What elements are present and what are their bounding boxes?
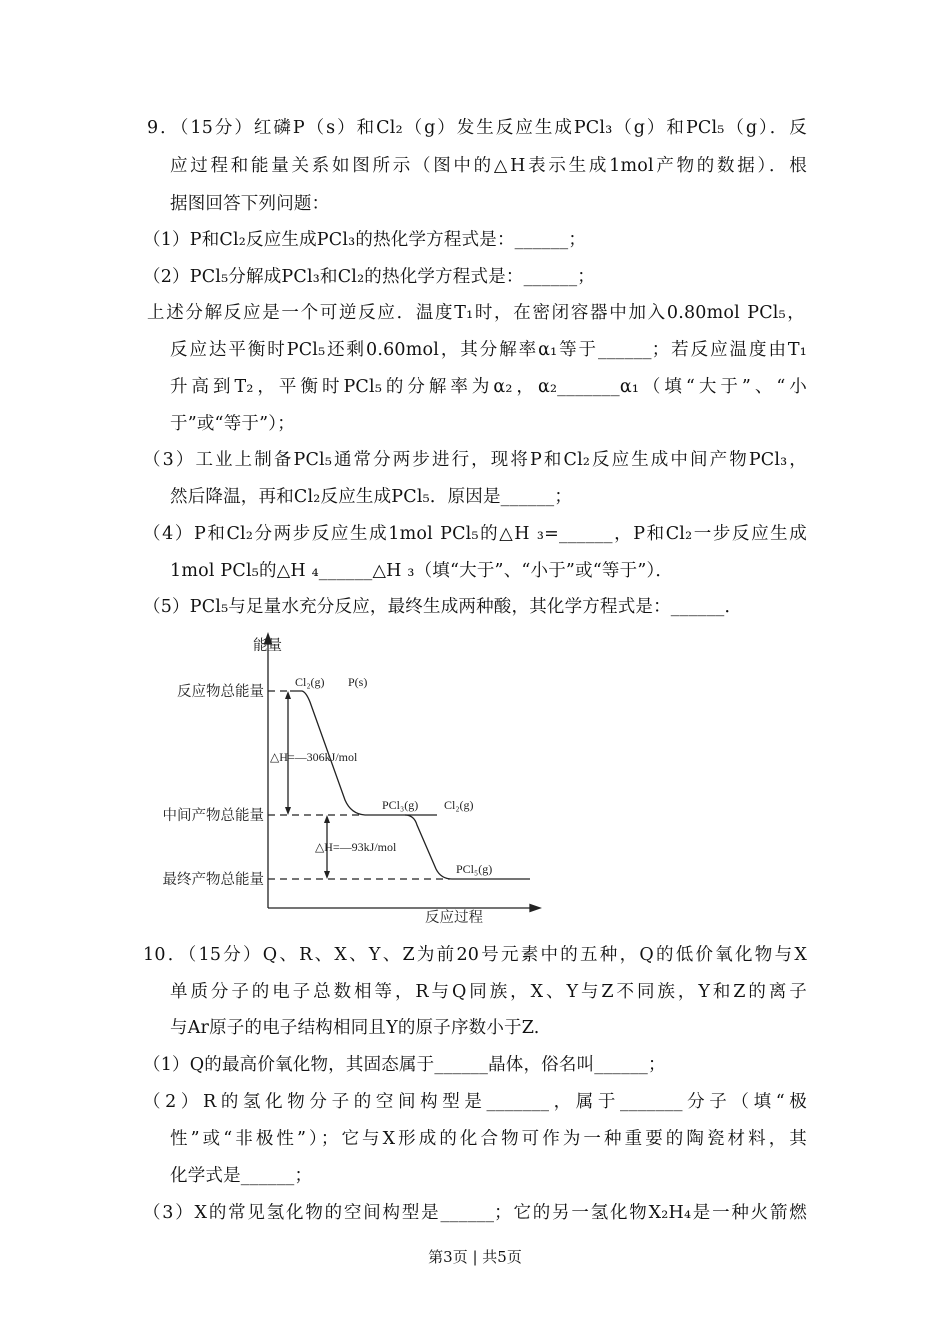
- q10-line: 与Ar原子的电子结构相同且Y的原子序数小于Z.: [170, 1018, 540, 1038]
- q9-part2: （2）PCl₅分解成PCl₃和Cl₂的热化学方程式是：______；: [143, 267, 595, 287]
- q9-line: 升高到T₂，平衡时PCl₅的分解率为α₂，α₂_______α₁（填“大于”、“小: [170, 377, 807, 397]
- dh1-label: △H=—306kJ/mol: [270, 750, 358, 764]
- intermediate-pcl3-label: PCl₃(g): [382, 798, 419, 812]
- q9-line: 应过程和能量关系如图所示（图中的△H表示生成1mol产物的数据）．根: [170, 156, 807, 176]
- q10-part2: （2）R的氢化物分子的空间构型是_______，属于_______分子（填“极: [143, 1092, 807, 1112]
- page-footer: 第3页 | 共5页: [428, 1248, 522, 1266]
- q9-part5: （5）PCl₅与足量水充分反应，最终生成两种酸，其化学方程式是：______．: [143, 597, 743, 617]
- dh2-label: △H=—93kJ/mol: [315, 840, 397, 854]
- y-axis-label: 能量: [253, 638, 282, 654]
- q9-line: 然后降温，再和Cl₂反应生成PCl₅．原因是______；: [170, 487, 573, 507]
- x-axis-label: 反应过程: [425, 910, 483, 926]
- x-axis-arrow: [530, 905, 540, 912]
- q9-line: 于”或“等于”）；: [170, 414, 295, 434]
- intermediate-cl2-label: Cl₂(g): [444, 798, 474, 812]
- level-reactants-label: 反应物总能量: [177, 684, 264, 700]
- q9-line: 据图回答下列问题：: [170, 194, 330, 214]
- q9-line: 9．（15分）红磷P（s）和Cl₂（g）发生反应生成PCl₃（g）和PCl₅（g）．反: [147, 118, 807, 138]
- q10-line: 单质分子的电子总数相等，R与Q同族，X、Y与Z不同族，Y和Z的离子: [170, 982, 807, 1002]
- q9-part3: （3）工业上制备PCl₅通常分两步进行，现将P和Cl₂反应生成中间产物PCl₃，: [143, 450, 807, 470]
- product-pcl5-label: PCl₅(g): [456, 862, 493, 876]
- q10-line: 化学式是______；: [170, 1166, 313, 1186]
- level-final-label: 最终产物总能量: [162, 872, 264, 888]
- level-intermediate-label: 中间产物总能量: [162, 808, 264, 824]
- q9-line: 1mol PCl₅的△H ₄______△H ₃（填“大于”、“小于”或“等于”）．: [170, 561, 674, 581]
- q10-part3: （3）X的常见氢化物的空间构型是______；它的另一氢化物X₂H₄是一种火箭燃: [143, 1203, 807, 1223]
- q9-part4: （4）P和Cl₂分两步反应生成1mol PCl₅的△H ₃=______，P和Cl₂一步反应生成: [143, 524, 807, 544]
- q10-line: 10．（15分）Q、R、X、Y、Z为前20号元素中的五种，Q的低价氧化物与X: [143, 945, 807, 965]
- q9-line: 上述分解反应是一个可逆反应．温度T₁时，在密闭容器中加入0.80mol PCl₅，: [147, 303, 805, 323]
- q9-line: 反应达平衡时PCl₅还剩0.60mol，其分解率α₁等于______；若反应温度由T₁: [170, 340, 807, 360]
- q9-part1: （1）P和Cl₂反应生成PCl₃的热化学方程式是：______；: [143, 230, 587, 250]
- q10-part1: （1）Q的最高价氧化物，其固态属于______晶体，俗名叫______；: [143, 1055, 666, 1075]
- reactant-p-label: P(s): [348, 675, 368, 689]
- reactant-cl2-label: Cl₂(g): [295, 675, 325, 689]
- q10-line: 性”或“非极性”）；它与X形成的化合物可作为一种重要的陶瓷材料，其: [170, 1129, 807, 1149]
